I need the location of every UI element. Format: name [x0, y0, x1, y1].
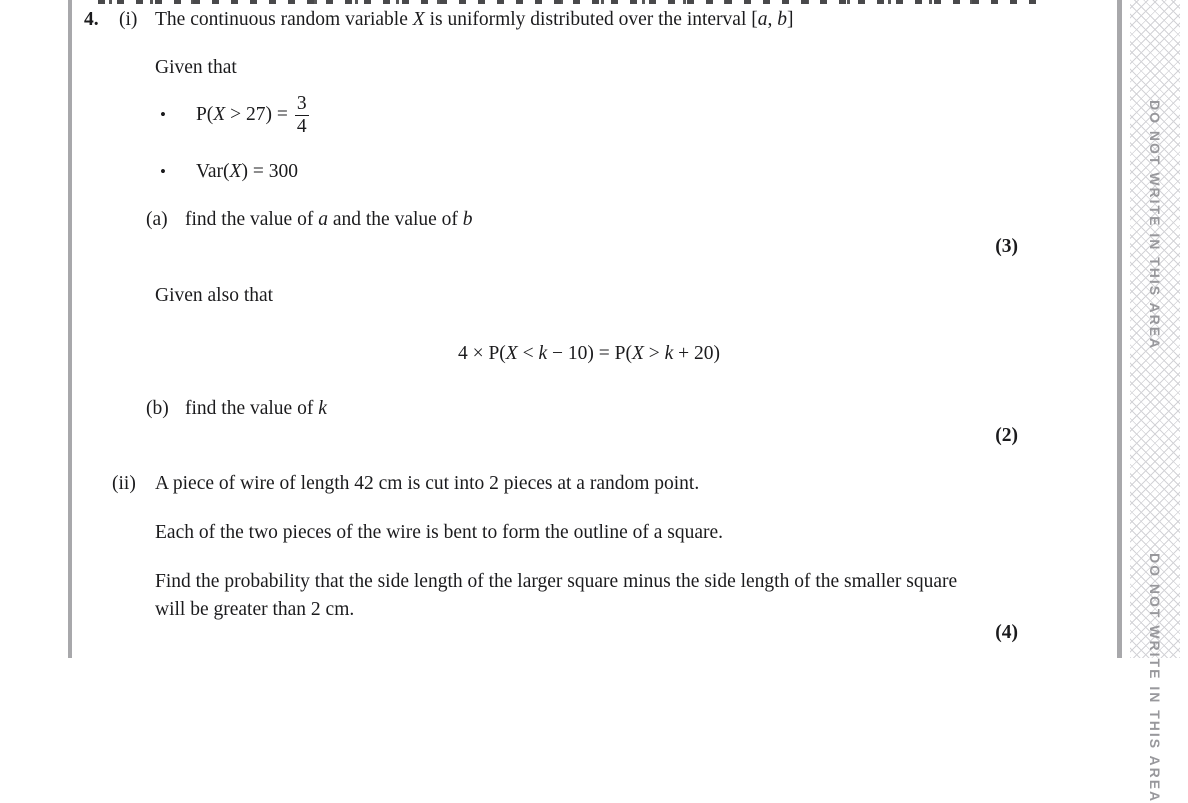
part-ii-marks: (4)	[995, 622, 1018, 643]
part-ii-line3: Find the probability that the side length of the larger square minus the side length of the smaller square will be greater than 2 cm.	[155, 571, 958, 620]
given-that-text: Given that	[155, 57, 237, 78]
part-ii-line2: Each of the two pieces of the wire is bent to form the outline of a square.	[155, 522, 724, 543]
bullet-item-variance	[160, 157, 298, 187]
part-ii-label: (ii)	[112, 473, 136, 494]
part-i-label: (i)	[119, 9, 138, 30]
cropped-previous-line-artifact	[98, 0, 1046, 4]
bullet-item-probability	[160, 86, 309, 144]
probability-statement: P(X > 27) =	[195, 104, 288, 125]
do-not-write-text: DO NOT WRITE IN THIS AREA	[1147, 553, 1163, 803]
bullet-icon: •	[160, 162, 166, 181]
fraction-numerator: 3	[296, 92, 307, 114]
variance-statement: Var(X) = 300	[195, 161, 298, 182]
fraction-three-quarters	[295, 93, 309, 138]
part-b-text: find the value of k	[185, 398, 327, 419]
part-ii-line1: A piece of wire of length 42 cm is cut into 2 pieces at a random point.	[155, 473, 700, 494]
given-also-text: Given also that	[155, 285, 274, 306]
right-margin-rule	[1117, 0, 1122, 658]
part-i-intro-text: The continuous random variable X is uniformly distributed over the interval [a, b]	[155, 9, 794, 30]
part-b-label: (b)	[146, 398, 169, 419]
fraction-denominator: 4	[296, 115, 307, 137]
left-margin-rule	[68, 0, 72, 658]
do-not-write-label-top	[1130, 60, 1180, 390]
do-not-write-text: DO NOT WRITE IN THIS AREA	[1147, 99, 1163, 351]
do-not-write-label-bottom	[1130, 553, 1180, 803]
part-a-marks: (3)	[995, 236, 1018, 257]
bullet-icon: •	[160, 105, 166, 124]
equation-centered: 4 × P(X < k − 10) = P(X > k + 20)	[457, 343, 721, 364]
question-number: 4.	[84, 9, 99, 30]
part-a-label: (a)	[146, 209, 168, 230]
part-a-text: find the value of a and the value of b	[185, 209, 473, 230]
part-b-marks: (2)	[995, 425, 1018, 446]
